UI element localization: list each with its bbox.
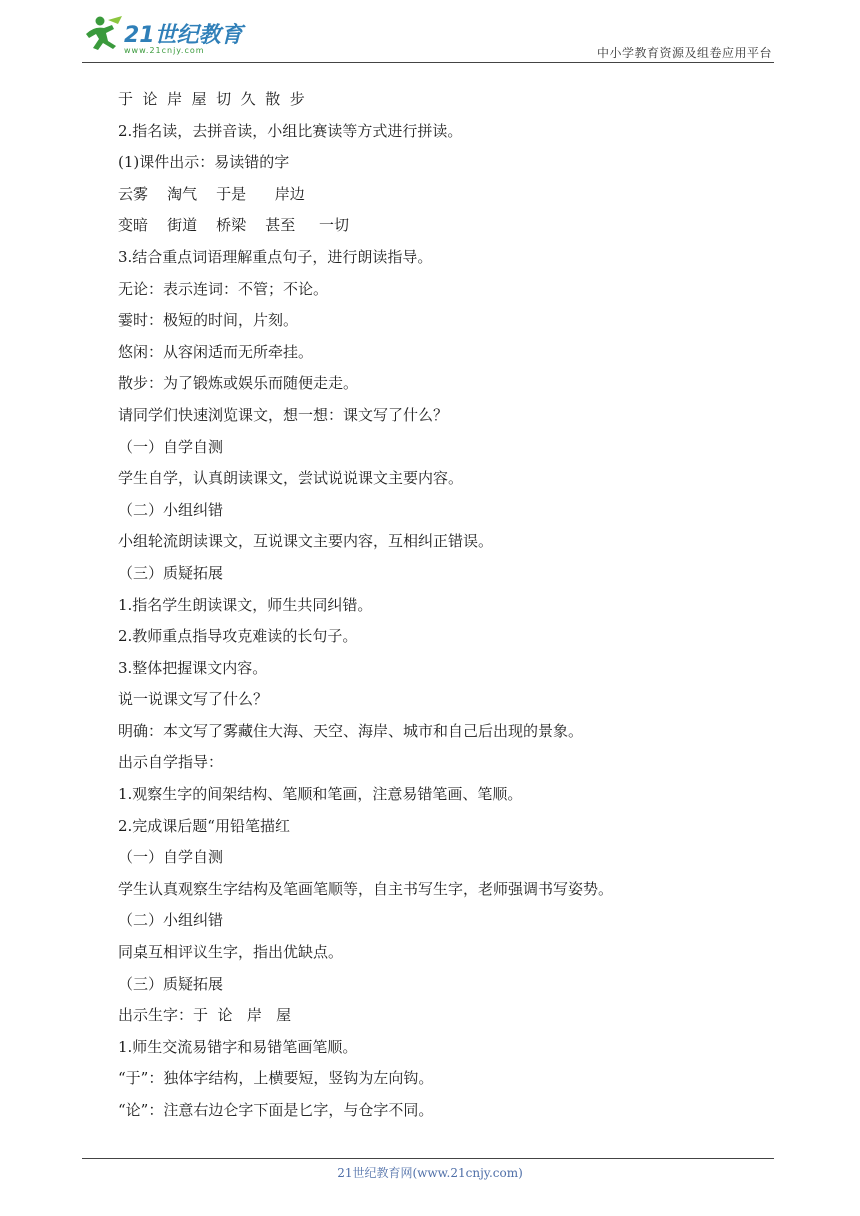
text-line: “论”：注意右边仑字下面是匕字，与仓字不同。 — [118, 1101, 434, 1119]
section-heading: （三）质疑拓展 — [118, 974, 224, 993]
text-line: 霎时：极短的时间，片刻。 — [118, 311, 299, 330]
text-line: 变暗 街道 桥梁 甚至 一切 — [118, 216, 350, 235]
text-line: 2.完成课后题“用铅笔描红 — [118, 816, 290, 835]
text-line: 学生认真观察生字结构及笔画笔顺等，自主书写生字，老师强调书写姿势。 — [118, 879, 614, 898]
text-line: “于”：独体字结构，上横要短，竖钩为左向钩。 — [118, 1069, 434, 1088]
section-heading: （一）自学自测 — [118, 437, 224, 456]
text-line: 出示生字：于 论 岸 屋 — [118, 1006, 292, 1025]
text-line: 说一说课文写了什么？ — [118, 690, 269, 709]
text-line: 请同学们快速浏览课文，想一想：课文写了什么？ — [118, 405, 449, 424]
footer-divider — [82, 1158, 774, 1159]
text-line: 悠闲：从容闲适而无所牵挂。 — [118, 342, 314, 361]
text-line: 1.指名学生朗读课文，师生共同纠错。 — [118, 595, 373, 614]
text-line: 同桌互相评议生字，指出优缺点。 — [118, 943, 344, 962]
runner-logo-icon — [78, 12, 258, 56]
section-heading: （一）自学自测 — [118, 848, 224, 867]
text-line: 2.教师重点指导攻克难读的长句子。 — [118, 627, 358, 646]
text-line: 散步：为了锻炼或娱乐而随便走走。 — [118, 374, 359, 393]
text-line: 于 论 岸 屋 切 久 散 步 — [118, 90, 305, 108]
logo-title: 21世纪教育 — [124, 23, 243, 48]
footer-link[interactable]: 21世纪教育网(www.21cnjy.com) — [337, 1166, 523, 1180]
page-header — [0, 0, 860, 70]
text-line: 3.结合重点词语理解重点句子，进行朗读指导。 — [118, 247, 433, 266]
text-line: (1)课件出示：易读错的字 — [118, 153, 290, 172]
platform-name: 中小学教育资源及组卷应用平台 — [596, 46, 772, 60]
logo-url: www.21cnjy.com — [124, 46, 205, 55]
text-line: 2.指名读，去拼音读，小组比赛读等方式进行拼读。 — [118, 121, 463, 140]
text-line: 3.整体把握课文内容。 — [118, 658, 268, 677]
text-line: 出示自学指导： — [118, 753, 224, 772]
document-body — [118, 84, 758, 1127]
text-line: 1.师生交流易错字和易错笔画笔顺。 — [118, 1037, 358, 1056]
text-line: 云雾 淘气 于是 岸边 — [118, 184, 305, 203]
text-line: 明确：本文写了雾藏住大海、天空、海岸、城市和自己后出现的景象。 — [118, 721, 584, 740]
section-heading: （三）质疑拓展 — [118, 563, 224, 582]
text-line: 小组轮流朗读课文，互说课文主要内容，互相纠正错误。 — [118, 532, 494, 551]
text-line: 无论：表示连词：不管；不论。 — [118, 279, 329, 298]
header-divider — [82, 62, 774, 63]
section-heading: （二）小组纠错 — [118, 911, 224, 930]
text-line: 学生自学，认真朗读课文，尝试说说课文主要内容。 — [118, 469, 464, 488]
text-line: 1.观察生字的间架结构、笔顺和笔画，注意易错笔画、笔顺。 — [118, 785, 523, 804]
site-logo[interactable] — [78, 12, 258, 56]
section-heading: （二）小组纠错 — [118, 500, 224, 519]
